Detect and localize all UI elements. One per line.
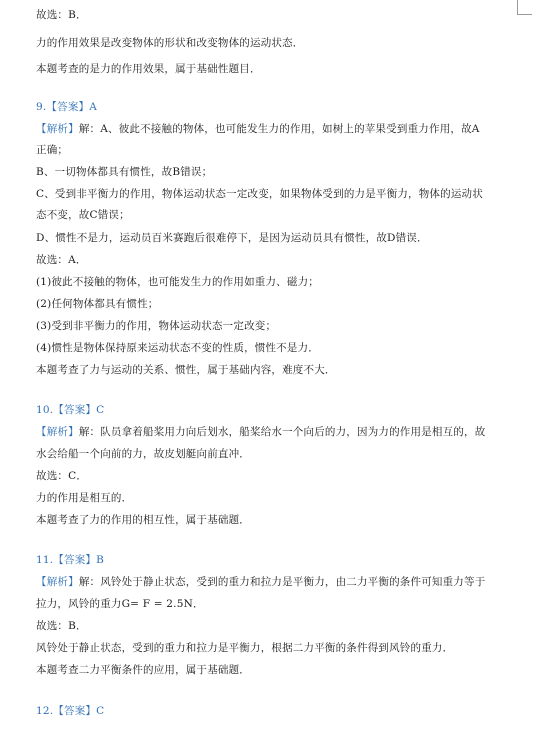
analysis-line <box>36 575 485 589</box>
answer-heading: 12.【答案】C <box>36 705 105 717</box>
text-line: 力的作用效果是改变物体的形状和改变物体的运动状态． <box>36 37 304 49</box>
text-line: (4)惯性是物体保持原来运动状态不变的性质，惯性不是力． <box>36 342 319 354</box>
text-line: (1)彼此不接触的物体，也可能发生力的作用如重力、磁力； <box>36 276 319 288</box>
text-line: C、受到非平衡力的作用，物体运动状态一定改变，如果物体受到的力是平衡力，物体的运动状 <box>36 188 483 200</box>
page-corner-mark <box>517 0 532 15</box>
text-line: B、一切物体都具有惯性，故B错误； <box>36 166 213 178</box>
text-line: 故选：B． <box>36 620 87 632</box>
text-line: 力的作用是相互的． <box>36 492 133 504</box>
analysis-text: 解：风铃处于静止状态，受到的重力和拉力是平衡力，由二力平衡的条件可知重力等于 <box>78 576 486 588</box>
text-line: (3)受到非平衡力的作用，物体运动状态一定改变； <box>36 320 277 332</box>
analysis-tag: 【解析】 <box>36 123 79 135</box>
answer-heading: 9.【答案】A <box>36 101 98 113</box>
text-line: 本题考查二力平衡条件的应用，属于基础题． <box>36 664 250 676</box>
text-line: 本题考查了力的作用的相互性，属于基础题． <box>36 514 250 526</box>
answer-heading: 10.【答案】C <box>36 404 105 416</box>
analysis-line <box>36 425 485 439</box>
analysis-line <box>36 122 480 136</box>
text-line: 故选：B． <box>36 9 87 21</box>
analysis-tag: 【解析】 <box>36 426 79 438</box>
text-line: 风铃处于静止状态，受到的重力和拉力是平衡力，根据二力平衡的条件得到风铃的重力． <box>36 642 454 654</box>
text-line: 故选：A． <box>36 254 87 266</box>
text-line: 本题考查了力与运动的关系、惯性，属于基础内容，难度不大． <box>36 364 336 376</box>
text-line: 拉力，风铃的重力G= F = 2.5N． <box>36 598 204 610</box>
text-line: 水会给船一个向前的力，故皮划艇向前直冲． <box>36 448 250 460</box>
text-line: 故选：C． <box>36 470 88 482</box>
text-line: (2)任何物体都具有惯性； <box>36 298 159 310</box>
analysis-text: 解：队员拿着船桨用力向后划水，船桨给水一个向后的力，因为力的作用是相互的，故 <box>78 426 486 438</box>
text-line: 态不变，故C错误； <box>36 209 130 221</box>
analysis-tag: 【解析】 <box>36 576 79 588</box>
text-line: 正确； <box>36 144 69 156</box>
text-line: 本题考查的是力的作用效果，属于基础性题目． <box>36 63 261 75</box>
text-line: D、惯性不是力，运动员百米赛跑后很难停下，是因为运动员具有惯性，故D错误． <box>36 232 428 244</box>
analysis-text: 解：A、彼此不接触的物体，也可能发生力的作用，如树上的苹果受到重力作用，故A <box>78 123 480 135</box>
answer-heading: 11.【答案】B <box>36 554 105 566</box>
